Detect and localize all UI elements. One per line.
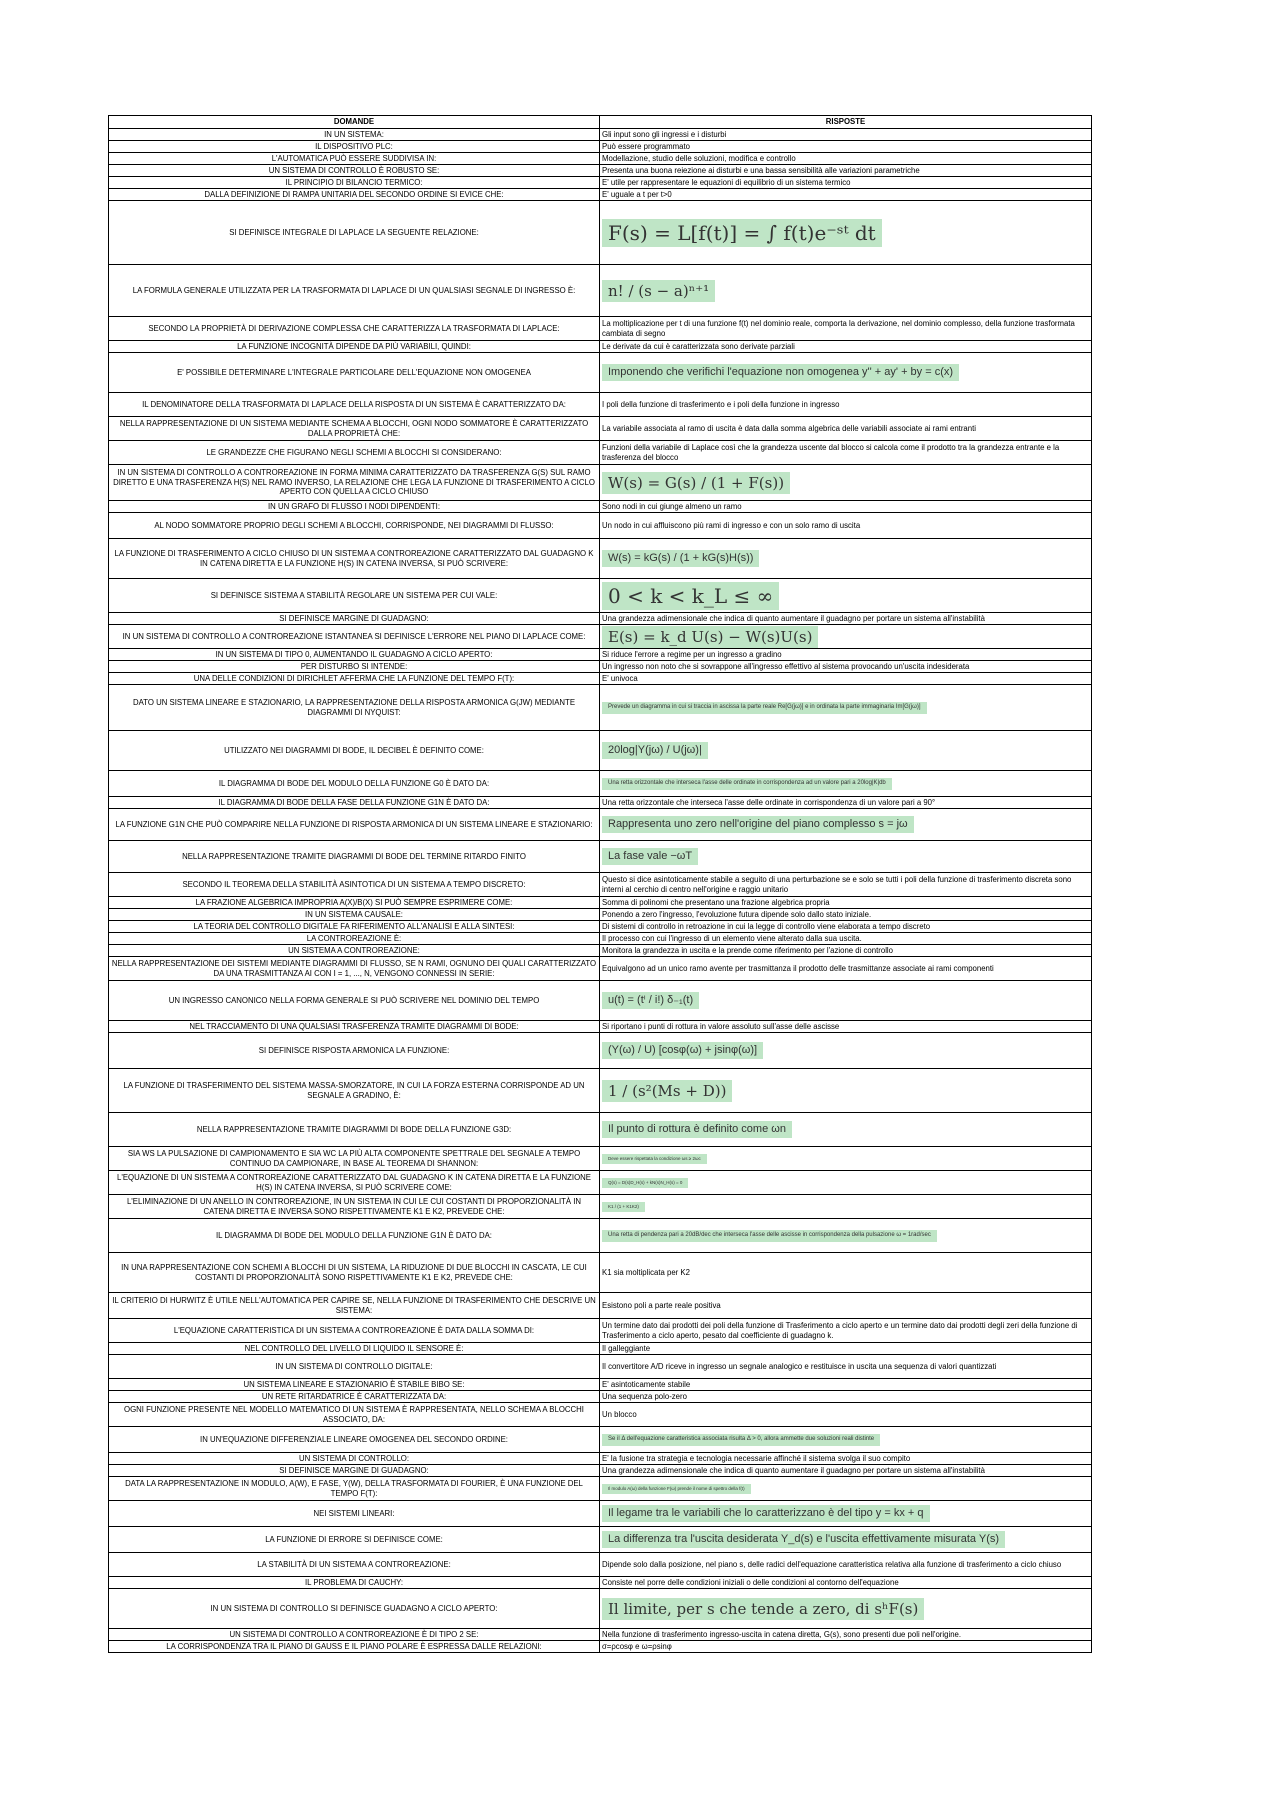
- answer-cell: Un ingresso non noto che si sovrappone all'ingresso effettivo al sistema provocando un'uscita indesiderata: [600, 661, 1092, 673]
- table-row: [109, 921, 1092, 933]
- answer-cell: σ=ρcosφ e ω=ρsinφ: [600, 1641, 1092, 1653]
- question-cell: NEI SISTEMI LINEARI:: [109, 1501, 600, 1527]
- question-cell: IL DISPOSITIVO PLC:: [109, 141, 600, 153]
- question-cell: IL DIAGRAMMA DI BODE DEL MODULO DELLA FUNZIONE G1N È DATO DA:: [109, 1219, 600, 1253]
- question-cell: UTILIZZATO NEI DIAGRAMMI DI BODE, IL DECIBEL È DEFINITO COME:: [109, 731, 600, 771]
- formula-answer: Il modulo A(ω) della funzione F(ω) prende il nome di spettro della f(t): [602, 1484, 751, 1493]
- table-row: [109, 353, 1092, 393]
- question-cell: UN SISTEMA A CONTROREAZIONE:: [109, 945, 600, 957]
- table-row: [109, 1293, 1092, 1319]
- table-row: [109, 341, 1092, 353]
- table-row: [109, 613, 1092, 625]
- question-cell: SI DEFINISCE INTEGRALE DI LAPLACE LA SEGUENTE RELAZIONE:: [109, 201, 600, 265]
- question-cell: L'EQUAZIONE CARATTERISTICA DI UN SISTEMA A CONTROREAZIONE È DATA DALLA SOMMA DI:: [109, 1319, 600, 1343]
- formula-answer: Una retta orizzontale che interseca l'asse delle ordinate in corrispondenza ad un valore pari a 20log|K|db: [602, 778, 892, 789]
- answer-cell: Funzioni della variabile di Laplace così che la grandezza uscente dal blocco si calcola come il prodotto tra la grandezza entrante e la trasferenza del blocco: [600, 441, 1092, 465]
- question-cell: SI DEFINISCE MARGINE DI GUADAGNO:: [109, 1465, 600, 1477]
- table-row: [109, 201, 1092, 265]
- answer-cell: [600, 1113, 1092, 1147]
- question-cell: IN UN SISTEMA CAUSALE:: [109, 909, 600, 921]
- question-cell: L'EQUAZIONE DI UN SISTEMA A CONTROREAZIONE CARATTERIZZATO DAL GUADAGNO K IN CATENA DIRETTA E LA FUNZIONE H(S) IN CATENA INVERSA, SI PUÒ SCRIVERE COME:: [109, 1171, 600, 1195]
- answer-cell: [600, 625, 1092, 649]
- question-cell: SECONDO IL TEOREMA DELLA STABILITÀ ASINTOTICA DI UN SISTEMA A TEMPO DISCRETO:: [109, 873, 600, 897]
- table-row: [109, 1453, 1092, 1465]
- table-row: [109, 129, 1092, 141]
- table-row: [109, 661, 1092, 673]
- question-cell: PER DISTURBO SI INTENDE:: [109, 661, 600, 673]
- question-cell: DATA LA RAPPRESENTAZIONE IN MODULO, A(W), E FASE, Y(W), DELLA TRASFORMATA DI FOURIER, È UNA FUNZIONE DEL TEMPO F(T):: [109, 1477, 600, 1501]
- table-row: [109, 809, 1092, 841]
- table-row: [109, 1501, 1092, 1527]
- formula-answer: n! / (s − a)ⁿ⁺¹: [602, 280, 715, 302]
- header-row: [109, 116, 1092, 129]
- answer-cell: E' utile per rappresentare le equazioni di equilibrio di un sistema termico: [600, 177, 1092, 189]
- answer-cell: [600, 465, 1092, 501]
- question-cell: AL NODO SOMMATORE PROPRIO DEGLI SCHEMI A BLOCCHI, CORRISPONDE, NEI DIAGRAMMI DI FLUSSO:: [109, 513, 600, 539]
- answer-cell: Gli input sono gli ingressi e i disturbi: [600, 129, 1092, 141]
- table-row: [109, 945, 1092, 957]
- question-cell: OGNI FUNZIONE PRESENTE NEL MODELLO MATEMATICO DI UN SISTEMA È RAPPRESENTATA, NELLO SCHEMA A BLOCCHI ASSOCIATO, DA:: [109, 1403, 600, 1427]
- formula-answer: K1 / (1 + K1K2): [602, 1202, 645, 1211]
- table-row: [109, 933, 1092, 945]
- answer-cell: Monitora la grandezza in uscita e la prende come riferimento per l'azione di controllo: [600, 945, 1092, 957]
- question-cell: LA CORRISPONDENZA TRA IL PIANO DI GAUSS E IL PIANO POLARE È ESPRESSA DALLE RELAZIONI:: [109, 1641, 600, 1653]
- answer-cell: Una retta orizzontale che interseca l'asse delle ordinate in corrispondenza di un valore pari a 90°: [600, 797, 1092, 809]
- answer-cell: Modellazione, studio delle soluzioni, modifica e controllo: [600, 153, 1092, 165]
- question-cell: IL DIAGRAMMA DI BODE DELLA FASE DELLA FUNZIONE G1N È DATO DA:: [109, 797, 600, 809]
- table-row: [109, 177, 1092, 189]
- question-cell: SI DEFINISCE MARGINE DI GUADAGNO:: [109, 613, 600, 625]
- formula-answer: (Y(ω) / U) [cosφ(ω) + jsinφ(ω)]: [602, 1042, 763, 1059]
- answer-cell: Il processo con cui l'ingresso di un elemento viene alterato dalla sua uscita.: [600, 933, 1092, 945]
- answer-cell: Una grandezza adimensionale che indica di quanto aumentare il guadagno per portare un sistema all'instabilità: [600, 1465, 1092, 1477]
- question-cell: LA FUNZIONE DI TRASFERIMENTO A CICLO CHIUSO DI UN SISTEMA A CONTROREAZIONE CARATTERIZZATO DAL GUADAGNO K IN CATENA DIRETTA E LA FUNZIONE H(S) IN CATENA INVERSA, SI PUÒ SCRIVERE:: [109, 539, 600, 579]
- formula-answer: La fase vale −ωT: [602, 848, 698, 865]
- answer-cell: [600, 1069, 1092, 1113]
- question-cell: UN SISTEMA DI CONTROLLO È ROBUSTO SE:: [109, 165, 600, 177]
- table-row: [109, 465, 1092, 501]
- answer-cell: Consiste nel porre delle condizioni iniziali o delle condizioni al contorno dell'equazione: [600, 1577, 1092, 1589]
- question-cell: L'AUTOMATICA PUÒ ESSERE SUDDIVISA IN:: [109, 153, 600, 165]
- question-cell: UN SISTEMA LINEARE E STAZIONARIO È STABILE BIBO SE:: [109, 1379, 600, 1391]
- table-row: [109, 265, 1092, 317]
- question-cell: IN UN SISTEMA DI TIPO 0, AUMENTANDO IL GUADAGNO A CICLO APERTO:: [109, 649, 600, 661]
- question-cell: IN UN GRAFO DI FLUSSO I NODI DIPENDENTI:: [109, 501, 600, 513]
- answer-cell: [600, 685, 1092, 731]
- answer-cell: [600, 1501, 1092, 1527]
- header-risposte: RISPOSTE: [600, 116, 1092, 129]
- answer-cell: Una sequenza polo-zero: [600, 1391, 1092, 1403]
- table-row: [109, 1403, 1092, 1427]
- answer-cell: Si riduce l'errore a regime per un ingresso a gradino: [600, 649, 1092, 661]
- answer-cell: Si riportano i punti di rottura in valore assoluto sull'asse delle ascisse: [600, 1021, 1092, 1033]
- formula-answer: W(s) = kG(s) / (1 + kG(s)H(s)): [602, 550, 759, 567]
- question-cell: DATO UN SISTEMA LINEARE E STAZIONARIO, LA RAPPRESENTAZIONE DELLA RISPOSTA ARMONICA G(JW) MEDIANTE DIAGRAMMI DI NYQUIST:: [109, 685, 600, 731]
- answer-cell: [600, 809, 1092, 841]
- table-row: [109, 625, 1092, 649]
- formula-answer: Deve essere rispettata la condizione ωs ≥ 2ωc: [602, 1154, 707, 1163]
- table-row: [109, 1219, 1092, 1253]
- table-row: [109, 897, 1092, 909]
- answer-cell: Nella funzione di trasferimento ingresso-uscita in catena diretta, G(s), sono presenti due poli nell'origine.: [600, 1629, 1092, 1641]
- table-row: [109, 501, 1092, 513]
- answer-cell: Sono nodi in cui giunge almeno un ramo: [600, 501, 1092, 513]
- table-row: [109, 771, 1092, 797]
- answer-cell: E' asintoticamente stabile: [600, 1379, 1092, 1391]
- question-cell: IN UN SISTEMA DI CONTROLLO SI DEFINISCE GUADAGNO A CICLO APERTO:: [109, 1589, 600, 1629]
- answer-cell: Una grandezza adimensionale che indica di quanto aumentare il guadagno per portare un sistema all'instabilità: [600, 613, 1092, 625]
- answer-cell: [600, 1589, 1092, 1629]
- formula-answer: Il punto di rottura è definito come ωn: [602, 1121, 792, 1138]
- table-row: [109, 1391, 1092, 1403]
- question-cell: LA FRAZIONE ALGEBRICA IMPROPRIA A(X)/B(X) SI PUÒ SEMPRE ESPRIMERE COME:: [109, 897, 600, 909]
- answer-cell: [600, 1033, 1092, 1069]
- table-row: [109, 1589, 1092, 1629]
- answer-cell: [600, 265, 1092, 317]
- formula-answer: Una retta di pendenza pari a 20dB/dec che interseca l'asse delle ascisse in corrispondenza della pulsazione ω = 1rad/sec: [602, 1230, 937, 1241]
- answer-cell: [600, 1147, 1092, 1171]
- question-cell: UN RETE RITARDATRICE È CARATTERIZZATA DA:: [109, 1391, 600, 1403]
- question-cell: IN UN SISTEMA DI CONTROLLO DIGITALE:: [109, 1355, 600, 1379]
- table-row: [109, 1195, 1092, 1219]
- table-row: [109, 649, 1092, 661]
- formula-answer: La differenza tra l'uscita desiderata Y_d(s) e l'uscita effettivamente misurata Y(s): [602, 1531, 1005, 1548]
- question-cell: SECONDO LA PROPRIETÀ DI DERIVAZIONE COMPLESSA CHE CARATTERIZZA LA TRASFORMATA DI LAPLACE:: [109, 317, 600, 341]
- question-cell: NEL TRACCIAMENTO DI UNA QUALSIASI TRASFERENZA TRAMITE DIAGRAMMI DI BODE:: [109, 1021, 600, 1033]
- table-row: [109, 393, 1092, 417]
- table-row: [109, 873, 1092, 897]
- question-cell: LA FUNZIONE DI ERRORE SI DEFINISCE COME:: [109, 1527, 600, 1553]
- question-cell: NEL CONTROLLO DEL LIVELLO DI LIQUIDO IL SENSORE È:: [109, 1343, 600, 1355]
- table-row: [109, 1577, 1092, 1589]
- answer-cell: [600, 1171, 1092, 1195]
- question-cell: IL CRITERIO DI HURWITZ È UTILE NELL'AUTOMATICA PER CAPIRE SE, NELLA FUNZIONE DI TRASFERIMENTO CHE DESCRIVE UN SISTEMA:: [109, 1293, 600, 1319]
- table-row: [109, 579, 1092, 613]
- table-row: [109, 1253, 1092, 1293]
- answer-cell: [600, 353, 1092, 393]
- formula-answer: Rappresenta uno zero nell'origine del piano complesso s = jω: [602, 816, 914, 833]
- table-row: [109, 1021, 1092, 1033]
- answer-cell: Somma di polinomi che presentano una frazione algebrica propria: [600, 897, 1092, 909]
- table-row: [109, 797, 1092, 809]
- answer-cell: Equivalgono ad un unico ramo avente per trasmittanza il prodotto delle trasmittanze associate ai rami componenti: [600, 957, 1092, 981]
- answer-cell: [600, 731, 1092, 771]
- formula-answer: Prevede un diagramma in cui si traccia in ascissa la parte reale Re[G(jω)] e in ordinata la parte immaginaria Im[G(jω)]: [602, 702, 927, 713]
- table-row: [109, 1553, 1092, 1577]
- table-row: [109, 539, 1092, 579]
- table-row: [109, 1641, 1092, 1653]
- formula-answer: Imponendo che verifichi l'equazione non omogenea y'' + ay' + by = c(x): [602, 364, 959, 381]
- question-cell: IL DIAGRAMMA DI BODE DEL MODULO DELLA FUNZIONE G0 È DATO DA:: [109, 771, 600, 797]
- answer-cell: Esistono poli a parte reale positiva: [600, 1293, 1092, 1319]
- table-row: [109, 1069, 1092, 1113]
- question-cell: SI DEFINISCE SISTEMA A STABILITÀ REGOLARE UN SISTEMA PER CUI VALE:: [109, 579, 600, 613]
- question-cell: E' POSSIBILE DETERMINARE L'INTEGRALE PARTICOLARE DELL'EQUAZIONE NON OMOGENEA: [109, 353, 600, 393]
- table-row: [109, 1527, 1092, 1553]
- question-cell: UN INGRESSO CANONICO NELLA FORMA GENERALE SI PUÒ SCRIVERE NEL DOMINIO DEL TEMPO: [109, 981, 600, 1021]
- table-row: [109, 841, 1092, 873]
- question-cell: NELLA RAPPRESENTAZIONE DEI SISTEMI MEDIANTE DIAGRAMMI DI FLUSSO, SE N RAMI, OGNUNO DEI QUALI CARATTERIZZATO DA UNA TRASMITTANZA AI CON I = 1, ..., N, VENGONO CONNESSI IN SERIE:: [109, 957, 600, 981]
- question-cell: IL PRINCIPIO DI BILANCIO TERMICO:: [109, 177, 600, 189]
- answer-cell: Un termine dato dai prodotti dei poli della funzione di Trasferimento a ciclo aperto e un termine dato dai prodotti degli zeri della funzione di Trasferimento a ciclo aperto, pesato dal coefficiente di guadagno k.: [600, 1319, 1092, 1343]
- table-row: [109, 189, 1092, 201]
- question-cell: LA FUNZIONE DI TRASFERIMENTO DEL SISTEMA MASSA-SMORZATORE, IN CUI LA FORZA ESTERNA CORRISPONDE AD UN SEGNALE A GRADINO, È:: [109, 1069, 600, 1113]
- answer-cell: Questo si dice asintoticamente stabile a seguito di una perturbazione se e solo se tutti i poli della funzione di trasferimento discreta sono interni al cerchio di centro nell'origine e raggio unitario: [600, 873, 1092, 897]
- qa-table: [108, 115, 1092, 1653]
- answer-cell: E' univoca: [600, 673, 1092, 685]
- question-cell: NELLA RAPPRESENTAZIONE DI UN SISTEMA MEDIANTE SCHEMA A BLOCCHI, OGNI NODO SOMMATORE È CARATTERIZZATO DALLA PROPRIETÀ CHE:: [109, 417, 600, 441]
- answer-cell: [600, 1527, 1092, 1553]
- table-row: [109, 1465, 1092, 1477]
- header-domande: DOMANDE: [109, 116, 600, 129]
- formula-answer: 1 / (s²(Ms + D)): [602, 1080, 732, 1102]
- question-cell: IN UN'EQUAZIONE DIFFERENZIALE LINEARE OMOGENEA DEL SECONDO ORDINE:: [109, 1427, 600, 1453]
- answer-cell: Le derivate da cui è caratterizzata sono derivate parziali: [600, 341, 1092, 353]
- table-row: [109, 981, 1092, 1021]
- table-row: [109, 141, 1092, 153]
- answer-cell: Presenta una buona reiezione ai disturbi e una bassa sensibilità alle variazioni parametriche: [600, 165, 1092, 177]
- question-cell: SI DEFINISCE RISPOSTA ARMONICA LA FUNZIONE:: [109, 1033, 600, 1069]
- question-cell: IL DENOMINATORE DELLA TRASFORMATA DI LAPLACE DELLA RISPOSTA DI UN SISTEMA È CARATTERIZZATO DA:: [109, 393, 600, 417]
- answer-cell: [600, 1477, 1092, 1501]
- answer-cell: Di sistemi di controllo in retroazione in cui la legge di controllo viene elaborata a tempo discreto: [600, 921, 1092, 933]
- answer-cell: Dipende solo dalla posizione, nel piano s, delle radici dell'equazione caratteristica relativa alla funzione di trasferimento a ciclo chiuso: [600, 1553, 1092, 1577]
- table-row: [109, 957, 1092, 981]
- table-row: [109, 513, 1092, 539]
- answer-cell: [600, 1195, 1092, 1219]
- formula-answer: F(s) = L[f(t)] = ∫ f(t)e⁻ˢᵗ dt: [602, 219, 882, 247]
- question-cell: L'ELIMINAZIONE DI UN ANELLO IN CONTROREAZIONE, IN UN SISTEMA IN CUI LE CUI COSTANTI DI PROPORZIONALITÀ IN CATENA DIRETTA E INVERSA SONO RISPETTIVAMENTE K1 E K2, PREVEDE CHE:: [109, 1195, 600, 1219]
- question-cell: UN SISTEMA DI CONTROLLO:: [109, 1453, 600, 1465]
- formula-answer: Se il Δ dell'equazione caratteristica associata risulta Δ > 0, allora ammette due soluzioni reali distinte: [602, 1434, 880, 1445]
- question-cell: LE GRANDEZZE CHE FIGURANO NEGLI SCHEMI A BLOCCHI SI CONSIDERANO:: [109, 441, 600, 465]
- table-row: [109, 1343, 1092, 1355]
- table-row: [109, 1379, 1092, 1391]
- table-row: [109, 417, 1092, 441]
- answer-cell: [600, 981, 1092, 1021]
- question-cell: LA FUNZIONE G1N CHE PUÒ COMPARIRE NELLA FUNZIONE DI RISPOSTA ARMONICA DI UN SISTEMA LINEARE E STAZIONARIO:: [109, 809, 600, 841]
- question-cell: IN UNA RAPPRESENTAZIONE CON SCHEMI A BLOCCHI DI UN SISTEMA, LA RIDUZIONE DI DUE BLOCCHI IN CASCATA, LE CUI COSTANTI DI PROPORZIONALITÀ SONO RISPETTIVAMENTE K1 E K2, PREVEDE CHE:: [109, 1253, 600, 1293]
- table-row: [109, 673, 1092, 685]
- question-cell: LA FORMULA GENERALE UTILIZZATA PER LA TRASFORMATA DI LAPLACE DI UN QUALSIASI SEGNALE DI INGRESSO È:: [109, 265, 600, 317]
- formula-answer: E(s) = k_d U(s) − W(s)U(s): [602, 626, 818, 648]
- formula-answer: Il limite, per s che tende a zero, di sʰF(s): [602, 1598, 924, 1620]
- question-cell: IN UN SISTEMA DI CONTROLLO A CONTROREAZIONE IN FORMA MINIMA CARATTERIZZATO DA TRASFERENZA G(S) SUL RAMO DIRETTO E UNA TRASFERENZA H(S) NEL RAMO INVERSO, LA RELAZIONE CHE LEGA LA FUNZIONE DI TRASFERIMENTO A CICLO APERTO CON QUELLA A CICLO CHIUSO: [109, 465, 600, 501]
- table-row: [109, 165, 1092, 177]
- formula-answer: W(s) = G(s) / (1 + F(s)): [602, 472, 790, 494]
- table-row: [109, 441, 1092, 465]
- formula-answer: u(t) = (tⁱ / i!) δ₋₁(t): [602, 992, 699, 1009]
- question-cell: LA STABILITÀ DI UN SISTEMA A CONTROREAZIONE:: [109, 1553, 600, 1577]
- table-row: [109, 1033, 1092, 1069]
- answer-cell: Ponendo a zero l'ingresso, l'evoluzione futura dipende solo dallo stato iniziale.: [600, 909, 1092, 921]
- table-row: [109, 153, 1092, 165]
- answer-cell: [600, 1219, 1092, 1253]
- question-cell: LA TEORIA DEL CONTROLLO DIGITALE FA RIFERIMENTO ALL'ANALISI E ALLA SINTESI:: [109, 921, 600, 933]
- answer-cell: E' la fusione tra strategia e tecnologia necessarie affinché il sistema svolga il suo compito: [600, 1453, 1092, 1465]
- question-cell: UNA DELLE CONDIZIONI DI DIRICHLET AFFERMA CHE LA FUNZIONE DEL TEMPO F(T):: [109, 673, 600, 685]
- formula-answer: Q(s) = D(s)D_H(s) + kN(s)N_H(s) = 0: [602, 1178, 688, 1187]
- answer-cell: [600, 201, 1092, 265]
- question-cell: IN UN SISTEMA DI CONTROLLO A CONTROREAZIONE ISTANTANEA SI DEFINISCE L'ERRORE NEL PIANO DI LAPLACE COME:: [109, 625, 600, 649]
- question-cell: IL PROBLEMA DI CAUCHY:: [109, 1577, 600, 1589]
- answer-cell: Il convertitore A/D riceve in ingresso un segnale analogico e restituisce in uscita una sequenza di valori quantizzati: [600, 1355, 1092, 1379]
- question-cell: NELLA RAPPRESENTAZIONE TRAMITE DIAGRAMMI DI BODE DELLA FUNZIONE G3D:: [109, 1113, 600, 1147]
- table-row: [109, 1171, 1092, 1195]
- table-row: [109, 1147, 1092, 1171]
- table-row: [109, 1629, 1092, 1641]
- answer-cell: La variabile associata al ramo di uscita è data dalla somma algebrica delle variabili associate ai rami entranti: [600, 417, 1092, 441]
- answer-cell: La moltiplicazione per t di una funzione f(t) nel dominio reale, comporta la derivazione, nel dominio complesso, della funzione trasformata cambiata di segno: [600, 317, 1092, 341]
- answer-cell: [600, 841, 1092, 873]
- question-cell: LA FUNZIONE INCOGNITÀ DIPENDE DA PIÙ VARIABILI, QUINDI:: [109, 341, 600, 353]
- question-cell: NELLA RAPPRESENTAZIONE TRAMITE DIAGRAMMI DI BODE DEL TERMINE RITARDO FINITO: [109, 841, 600, 873]
- table-row: [109, 1319, 1092, 1343]
- answer-cell: [600, 771, 1092, 797]
- formula-answer: 0 < k < k_L ≤ ∞: [602, 582, 779, 610]
- formula-answer: 20log|Y(jω) / U(jω)|: [602, 742, 708, 759]
- table-row: [109, 685, 1092, 731]
- table-row: [109, 909, 1092, 921]
- table-row: [109, 1477, 1092, 1501]
- answer-cell: Un blocco: [600, 1403, 1092, 1427]
- table-row: [109, 731, 1092, 771]
- question-cell: UN SISTEMA DI CONTROLLO A CONTROREAZIONE È DI TIPO 2 SE:: [109, 1629, 600, 1641]
- table-row: [109, 1427, 1092, 1453]
- answer-cell: [600, 1427, 1092, 1453]
- table-row: [109, 1355, 1092, 1379]
- answer-cell: Il galleggiante: [600, 1343, 1092, 1355]
- table-row: [109, 317, 1092, 341]
- question-cell: LA CONTROREAZIONE È:: [109, 933, 600, 945]
- answer-cell: [600, 539, 1092, 579]
- answer-cell: Un nodo in cui affluiscono più rami di ingresso e con un solo ramo di uscita: [600, 513, 1092, 539]
- question-cell: IN UN SISTEMA:: [109, 129, 600, 141]
- answer-cell: Può essere programmato: [600, 141, 1092, 153]
- question-cell: SIA WS LA PULSAZIONE DI CAMPIONAMENTO E SIA WC LA PIÙ ALTA COMPONENTE SPETTRALE DEL SEGNALE A TEMPO CONTINUO DA CAMPIONARE, IN BASE AL TEOREMA DI SHANNON:: [109, 1147, 600, 1171]
- answer-cell: K1 sia moltiplicata per K2: [600, 1253, 1092, 1293]
- answer-cell: [600, 579, 1092, 613]
- answer-cell: E' uguale a t per t>0: [600, 189, 1092, 201]
- table-row: [109, 1113, 1092, 1147]
- formula-answer: Il legame tra le variabili che lo caratterizzano è del tipo y = kx + q: [602, 1505, 930, 1522]
- answer-cell: I poli della funzione di trasferimento e i poli della funzione in ingresso: [600, 393, 1092, 417]
- question-cell: DALLA DEFINIZIONE DI RAMPA UNITARIA DEL SECONDO ORDINE SI EVICE CHE:: [109, 189, 600, 201]
